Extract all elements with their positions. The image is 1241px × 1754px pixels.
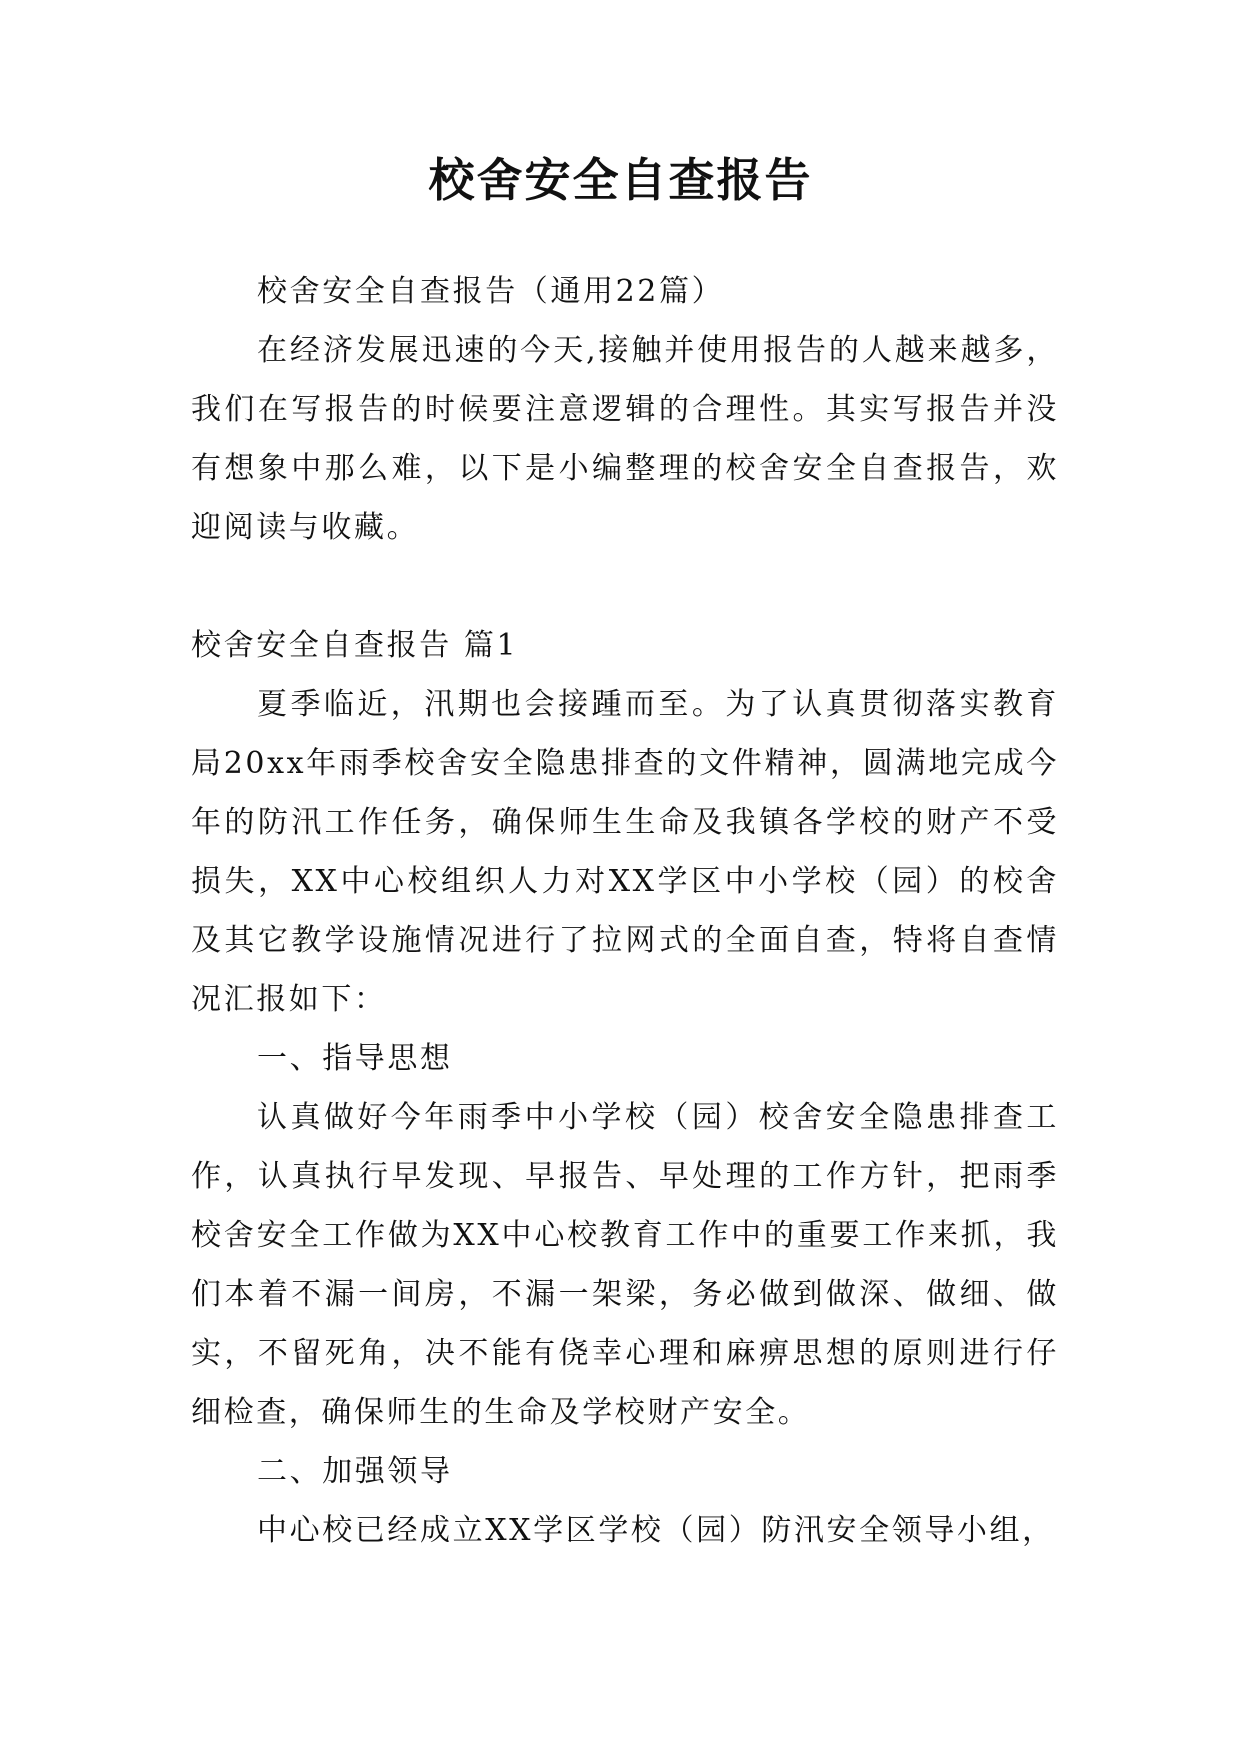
body-paragraph: 中心校已经成立XX学区学校（园）防汛安全领导小组， [257,1513,1055,1548]
document-body [191,262,1059,1560]
body-paragraph: 认真做好今年雨季中小学校（园）校舍安全隐患排查工作，认真执行早发现、早报告、早处理的工作方针，把雨季校舍安全工作做为XX中心校教育工作中的重要工作来抓，我们本着不漏一间房，不漏一架梁，务必做到做深、做细、做实，不留死角，决不能有侥幸心理和麻痹思想的原则进行仔细检查，确保师生的生命及学校财产安全。 [191,1100,1059,1430]
body-paragraph: 夏季临近，汛期也会接踵而至。为了认真贯彻落实教育局20xx年雨季校舍安全隐患排查的文件精神，圆满地完成今年的防汛工作任务，确保师生生命及我镇各学校的财产不受损失，XX中心校组织人力对XX学区中小学校（园）的校舍及其它教学设施情况进行了拉网式的全面自查，特将自查情况汇报如下： [191,687,1059,1017]
intro-paragraph: 在经济发展迅速的今天,接触并使用报告的人越来越多，我们在写报告的时候要注意逻辑的合理性。其实写报告并没有想象中那么难，以下是小编整理的校舍安全自查报告，欢迎阅读与收藏。 [191,333,1059,545]
paragraph-gap [191,557,1059,616]
subheading-strengthen-leadership: 二、加强领导 [257,1454,453,1489]
subheading-guiding-ideology: 一、指导思想 [257,1041,453,1076]
section-heading: 校舍安全自查报告 篇1 [191,628,519,663]
document-subtitle: 校舍安全自查报告（通用22篇） [257,274,725,309]
document-title: 校舍安全自查报告 [428,153,813,207]
